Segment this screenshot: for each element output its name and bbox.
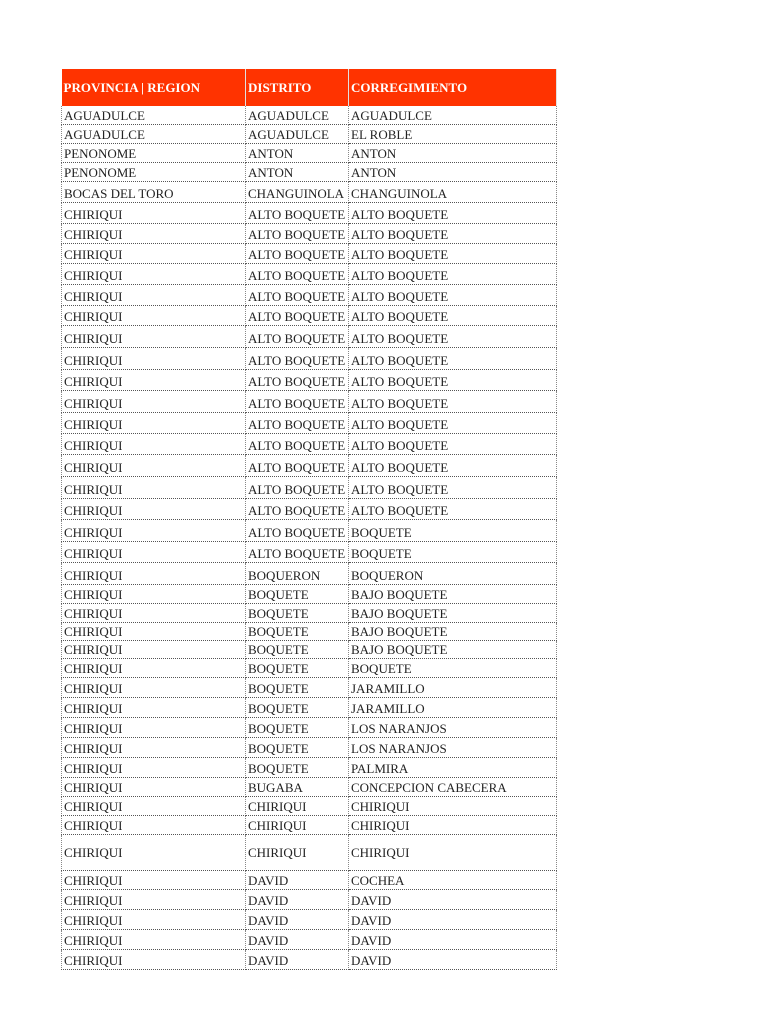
cell-distrito[interactable]: ALTO BOQUETE	[246, 413, 349, 434]
table-row[interactable]	[62, 477, 557, 499]
table-row[interactable]	[62, 224, 557, 244]
cell-distrito[interactable]: DAVID	[246, 950, 349, 970]
cell-provincia[interactable]: CHIRIQUI	[62, 738, 246, 758]
cell-distrito[interactable]: AGUADULCE	[246, 125, 349, 144]
table-body	[62, 106, 557, 970]
cell-corregimiento[interactable]: ALTO BOQUETE	[349, 391, 557, 413]
cell-provincia[interactable]: CHIRIQUI	[62, 698, 246, 718]
cell-corregimiento[interactable]: CHIRIQUI	[349, 797, 557, 816]
cell-provincia[interactable]: CHIRIQUI	[62, 797, 246, 816]
cell-provincia[interactable]: CHIRIQUI	[62, 930, 246, 950]
cell-corregimiento[interactable]: BOQUETE	[349, 520, 557, 542]
cell-provincia[interactable]: CHIRIQUI	[62, 203, 246, 224]
cell-corregimiento[interactable]: PALMIRA	[349, 758, 557, 778]
cell-provincia[interactable]: CHIRIQUI	[62, 434, 246, 455]
cell-provincia[interactable]: CHIRIQUI	[62, 499, 246, 520]
cell-provincia[interactable]: AGUADULCE	[62, 125, 246, 144]
cell-corregimiento[interactable]: DAVID	[349, 930, 557, 950]
cell-distrito[interactable]: CHANGUINOLA	[246, 182, 349, 203]
cell-corregimiento[interactable]: ALTO BOQUETE	[349, 348, 557, 370]
table-row[interactable]	[62, 370, 557, 391]
cell-corregimiento[interactable]: ALTO BOQUETE	[349, 413, 557, 434]
cell-distrito[interactable]: ALTO BOQUETE	[246, 224, 349, 244]
cell-distrito[interactable]: BOQUETE	[246, 641, 349, 659]
table-row[interactable]	[62, 738, 557, 758]
column-header-provincia[interactable]: PROVINCIA | REGION	[62, 69, 246, 106]
table-row[interactable]	[62, 797, 557, 816]
cell-corregimiento[interactable]: ALTO BOQUETE	[349, 499, 557, 520]
cell-provincia[interactable]: CHIRIQUI	[62, 348, 246, 370]
cell-distrito[interactable]: ALTO BOQUETE	[246, 306, 349, 326]
cell-distrito[interactable]: ANTON	[246, 163, 349, 182]
cell-corregimiento[interactable]: ANTON	[349, 144, 557, 163]
cell-provincia[interactable]: CHIRIQUI	[62, 370, 246, 391]
table-row[interactable]	[62, 623, 557, 641]
cell-corregimiento[interactable]: CHANGUINOLA	[349, 182, 557, 203]
cell-provincia[interactable]: CHIRIQUI	[62, 950, 246, 970]
cell-corregimiento[interactable]: CHIRIQUI	[349, 816, 557, 835]
table-header	[62, 69, 557, 106]
cell-corregimiento[interactable]: BOQUETE	[349, 542, 557, 563]
column-header-distrito[interactable]: DISTRITO	[246, 69, 349, 106]
cell-provincia[interactable]: CHIRIQUI	[62, 455, 246, 477]
cell-provincia[interactable]: CHIRIQUI	[62, 585, 246, 604]
cell-corregimiento[interactable]: ALTO BOQUETE	[349, 285, 557, 306]
table-row[interactable]	[62, 585, 557, 604]
table-row[interactable]	[62, 413, 557, 434]
cell-corregimiento[interactable]: BAJO BOQUETE	[349, 585, 557, 604]
table-row[interactable]	[62, 244, 557, 264]
table-row[interactable]	[62, 163, 557, 182]
table-row[interactable]	[62, 306, 557, 326]
table-row[interactable]	[62, 434, 557, 455]
cell-distrito[interactable]: DAVID	[246, 930, 349, 950]
table-row[interactable]	[62, 144, 557, 163]
cell-distrito[interactable]: ALTO BOQUETE	[246, 203, 349, 224]
table-row[interactable]	[62, 542, 557, 563]
cell-provincia[interactable]: CHIRIQUI	[62, 910, 246, 930]
cell-distrito[interactable]: ALTO BOQUETE	[246, 244, 349, 264]
cell-corregimiento[interactable]: CHIRIQUI	[349, 835, 557, 871]
table-row[interactable]	[62, 890, 557, 910]
cell-corregimiento[interactable]: CONCEPCION CABECERA	[349, 778, 557, 797]
table-row[interactable]	[62, 563, 557, 585]
cell-provincia[interactable]: CHIRIQUI	[62, 871, 246, 890]
cell-provincia[interactable]: CHIRIQUI	[62, 391, 246, 413]
cell-distrito[interactable]: DAVID	[246, 890, 349, 910]
cell-corregimiento[interactable]: ANTON	[349, 163, 557, 182]
cell-distrito[interactable]: DAVID	[246, 910, 349, 930]
cell-corregimiento[interactable]: DAVID	[349, 950, 557, 970]
table-row[interactable]	[62, 778, 557, 797]
cell-provincia[interactable]: CHIRIQUI	[62, 835, 246, 871]
cell-corregimiento[interactable]: ALTO BOQUETE	[349, 224, 557, 244]
cell-distrito[interactable]: AGUADULCE	[246, 106, 349, 125]
table-row[interactable]	[62, 641, 557, 659]
table-row[interactable]	[62, 125, 557, 144]
cell-distrito[interactable]: BOQUETE	[246, 698, 349, 718]
cell-corregimiento[interactable]: ALTO BOQUETE	[349, 244, 557, 264]
cell-corregimiento[interactable]: LOS NARANJOS	[349, 738, 557, 758]
cell-corregimiento[interactable]: ALTO BOQUETE	[349, 455, 557, 477]
cell-provincia[interactable]: PENONOME	[62, 163, 246, 182]
table-row[interactable]	[62, 520, 557, 542]
cell-distrito[interactable]: ALTO BOQUETE	[246, 348, 349, 370]
cell-provincia[interactable]: CHIRIQUI	[62, 604, 246, 623]
cell-distrito[interactable]: ALTO BOQUETE	[246, 520, 349, 542]
cell-corregimiento[interactable]: LOS NARANJOS	[349, 718, 557, 738]
cell-provincia[interactable]: CHIRIQUI	[62, 542, 246, 563]
cell-provincia[interactable]: CHIRIQUI	[62, 285, 246, 306]
cell-distrito[interactable]: BOQUETE	[246, 758, 349, 778]
cell-distrito[interactable]: ALTO BOQUETE	[246, 285, 349, 306]
cell-distrito[interactable]: ALTO BOQUETE	[246, 264, 349, 285]
cell-corregimiento[interactable]: DAVID	[349, 890, 557, 910]
table-row[interactable]	[62, 950, 557, 970]
cell-provincia[interactable]: CHIRIQUI	[62, 477, 246, 499]
cell-distrito[interactable]: BOQUERON	[246, 563, 349, 585]
cell-corregimiento[interactable]: JARAMILLO	[349, 698, 557, 718]
cell-provincia[interactable]: CHIRIQUI	[62, 758, 246, 778]
cell-provincia[interactable]: CHIRIQUI	[62, 659, 246, 678]
column-header-corregimiento[interactable]: CORREGIMIENTO	[349, 69, 557, 106]
cell-provincia[interactable]: CHIRIQUI	[62, 563, 246, 585]
table-row[interactable]	[62, 203, 557, 224]
cell-distrito[interactable]: BUGABA	[246, 778, 349, 797]
cell-distrito[interactable]: ALTO BOQUETE	[246, 499, 349, 520]
cell-provincia[interactable]: CHIRIQUI	[62, 326, 246, 348]
table-row[interactable]	[62, 106, 557, 125]
data-table	[61, 69, 557, 970]
cell-distrito[interactable]: BOQUETE	[246, 623, 349, 641]
table-row[interactable]	[62, 182, 557, 203]
cell-distrito[interactable]: BOQUETE	[246, 718, 349, 738]
cell-distrito[interactable]: BOQUETE	[246, 659, 349, 678]
cell-corregimiento[interactable]: EL ROBLE	[349, 125, 557, 144]
table-row[interactable]	[62, 499, 557, 520]
cell-provincia[interactable]: CHIRIQUI	[62, 264, 246, 285]
cell-corregimiento[interactable]: BOQUERON	[349, 563, 557, 585]
cell-corregimiento[interactable]: ALTO BOQUETE	[349, 326, 557, 348]
cell-provincia[interactable]: CHIRIQUI	[62, 244, 246, 264]
cell-provincia[interactable]: CHIRIQUI	[62, 816, 246, 835]
cell-provincia[interactable]: CHIRIQUI	[62, 623, 246, 641]
cell-distrito[interactable]: ALTO BOQUETE	[246, 542, 349, 563]
cell-distrito[interactable]: ALTO BOQUETE	[246, 391, 349, 413]
table-row[interactable]	[62, 285, 557, 306]
cell-provincia[interactable]: BOCAS DEL TORO	[62, 182, 246, 203]
table-row[interactable]	[62, 604, 557, 623]
cell-provincia[interactable]: PENONOME	[62, 144, 246, 163]
cell-provincia[interactable]: CHIRIQUI	[62, 678, 246, 698]
cell-provincia[interactable]: CHIRIQUI	[62, 520, 246, 542]
table-row[interactable]	[62, 326, 557, 348]
cell-corregimiento[interactable]: BAJO BOQUETE	[349, 641, 557, 659]
header-row	[62, 69, 557, 106]
cell-distrito[interactable]: BOQUETE	[246, 678, 349, 698]
cell-distrito[interactable]: ALTO BOQUETE	[246, 326, 349, 348]
cell-corregimiento[interactable]: COCHEA	[349, 871, 557, 890]
cell-distrito[interactable]: CHIRIQUI	[246, 835, 349, 871]
cell-corregimiento[interactable]: ALTO BOQUETE	[349, 264, 557, 285]
table-row[interactable]	[62, 659, 557, 678]
cell-provincia[interactable]: CHIRIQUI	[62, 890, 246, 910]
table-row[interactable]	[62, 391, 557, 413]
cell-provincia[interactable]: CHIRIQUI	[62, 778, 246, 797]
table-row[interactable]	[62, 264, 557, 285]
cell-provincia[interactable]: CHIRIQUI	[62, 641, 246, 659]
cell-provincia[interactable]: CHIRIQUI	[62, 413, 246, 434]
cell-distrito[interactable]: ALTO BOQUETE	[246, 370, 349, 391]
table-row[interactable]	[62, 698, 557, 718]
table-row[interactable]	[62, 816, 557, 835]
cell-corregimiento[interactable]: BOQUETE	[349, 659, 557, 678]
cell-corregimiento[interactable]: BAJO BOQUETE	[349, 604, 557, 623]
cell-corregimiento[interactable]: BAJO BOQUETE	[349, 623, 557, 641]
cell-corregimiento[interactable]: ALTO BOQUETE	[349, 370, 557, 391]
table-row[interactable]	[62, 348, 557, 370]
table-row[interactable]	[62, 678, 557, 698]
cell-distrito[interactable]: ALTO BOQUETE	[246, 455, 349, 477]
cell-distrito[interactable]: CHIRIQUI	[246, 797, 349, 816]
cell-corregimiento[interactable]: AGUADULCE	[349, 106, 557, 125]
table-row[interactable]	[62, 930, 557, 950]
cell-provincia[interactable]: CHIRIQUI	[62, 306, 246, 326]
cell-distrito[interactable]: BOQUETE	[246, 585, 349, 604]
table-row[interactable]	[62, 835, 557, 871]
cell-corregimiento[interactable]: DAVID	[349, 910, 557, 930]
cell-distrito[interactable]: ANTON	[246, 144, 349, 163]
cell-distrito[interactable]: BOQUETE	[246, 604, 349, 623]
cell-provincia[interactable]: CHIRIQUI	[62, 718, 246, 738]
cell-distrito[interactable]: ALTO BOQUETE	[246, 477, 349, 499]
table-row[interactable]	[62, 871, 557, 890]
cell-distrito[interactable]: DAVID	[246, 871, 349, 890]
cell-corregimiento[interactable]: JARAMILLO	[349, 678, 557, 698]
cell-corregimiento[interactable]: ALTO BOQUETE	[349, 306, 557, 326]
cell-distrito[interactable]: CHIRIQUI	[246, 816, 349, 835]
table-row[interactable]	[62, 910, 557, 930]
cell-provincia[interactable]: CHIRIQUI	[62, 224, 246, 244]
table-row[interactable]	[62, 718, 557, 738]
cell-distrito[interactable]: BOQUETE	[246, 738, 349, 758]
cell-distrito[interactable]: ALTO BOQUETE	[246, 434, 349, 455]
cell-provincia[interactable]: AGUADULCE	[62, 106, 246, 125]
table-row[interactable]	[62, 455, 557, 477]
cell-corregimiento[interactable]: ALTO BOQUETE	[349, 477, 557, 499]
table-row[interactable]	[62, 758, 557, 778]
cell-corregimiento[interactable]: ALTO BOQUETE	[349, 203, 557, 224]
cell-corregimiento[interactable]: ALTO BOQUETE	[349, 434, 557, 455]
